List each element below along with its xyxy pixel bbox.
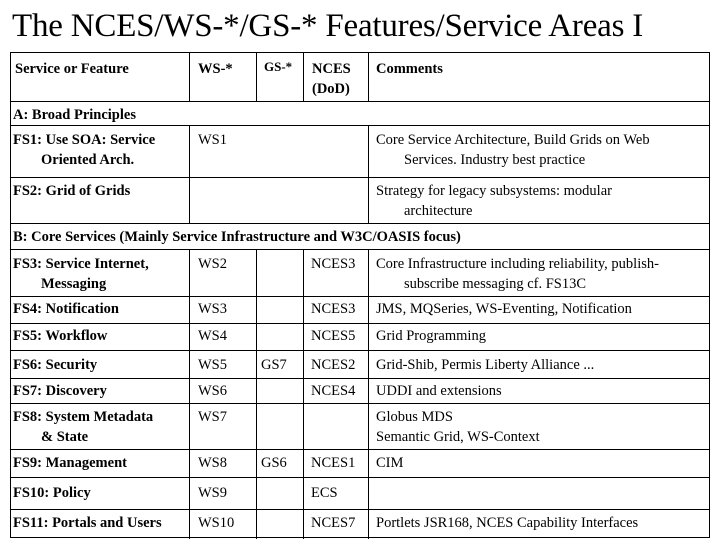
header-nces-dod: (DoD): [312, 81, 350, 97]
rule: [11, 101, 709, 102]
rule: [256, 249, 257, 539]
ws-cell: WS6: [198, 383, 227, 399]
rule: [189, 249, 190, 539]
rule: [11, 509, 709, 510]
ws-cell: WS9: [198, 485, 227, 501]
ws-cell: WS10: [198, 515, 235, 531]
feature-cell: FS7: Discovery: [13, 383, 107, 399]
comment-cell: Grid-Shib, Permis Liberty Alliance ...: [376, 357, 595, 373]
comment-cell: Grid Programming: [376, 328, 486, 344]
comment-cell: Services. Industry best practice: [404, 152, 586, 168]
comment-cell: Semantic Grid, WS-Context: [376, 429, 540, 445]
comment-cell: UDDI and extensions: [376, 383, 502, 399]
comment-cell: Portlets JSR168, NCES Capability Interfaces: [376, 515, 639, 531]
nces-cell: NCES1: [311, 455, 356, 471]
gs-cell: GS6: [261, 455, 287, 471]
ws-cell: WS8: [198, 455, 227, 471]
rule: [303, 53, 304, 101]
rule: [11, 449, 709, 450]
ws-cell: WS4: [198, 328, 227, 344]
header-ws: WS-*: [198, 61, 233, 77]
header-comments: Comments: [376, 61, 443, 77]
features-table: [10, 52, 710, 538]
ws-cell: WS7: [198, 409, 227, 425]
rule: [189, 125, 190, 223]
rule: [368, 53, 369, 101]
comment-cell: Core Service Architecture, Build Grids on Web: [376, 132, 650, 148]
feature-cell: FS4: Notification: [13, 301, 119, 317]
feature-cell: FS5: Workflow: [13, 328, 108, 344]
section-heading: A: Broad Principles: [13, 107, 136, 123]
feature-cell: Messaging: [41, 276, 107, 292]
comment-cell: subscribe messaging cf. FS13C: [404, 276, 587, 292]
rule: [368, 125, 369, 223]
nces-cell: ECS: [311, 485, 338, 501]
rule: [11, 223, 709, 224]
nces-cell: NCES3: [311, 256, 356, 272]
rule: [11, 125, 709, 126]
rule: [11, 323, 709, 324]
comment-cell: CIM: [376, 455, 404, 471]
rule: [11, 477, 709, 478]
nces-cell: NCES3: [311, 301, 356, 317]
header-nces: NCES: [312, 61, 351, 77]
rule: [11, 350, 709, 351]
feature-cell: FS10: Policy: [13, 485, 91, 501]
comment-cell: architecture: [404, 203, 473, 219]
ws-cell: WS3: [198, 301, 227, 317]
header-gs: GS-*: [264, 59, 293, 74]
page-title: The NCES/WS-*/GS-* Features/Service Areas I: [12, 8, 644, 44]
feature-cell: FS9: Management: [13, 455, 127, 471]
nces-cell: NCES5: [311, 328, 356, 344]
feature-cell: FS8: System Metadata: [13, 409, 154, 425]
nces-cell: NCES4: [311, 383, 356, 399]
comment-cell: Core Infrastructure including reliability, publish-: [376, 256, 659, 272]
rule: [11, 403, 709, 404]
gs-cell: GS7: [261, 357, 287, 373]
rule: [303, 249, 304, 539]
feature-cell: FS1: Use SOA: Service: [13, 132, 156, 148]
comment-cell: Strategy for legacy subsystems: modular: [376, 183, 612, 199]
rule: [11, 378, 709, 379]
nces-cell: NCES2: [311, 357, 356, 373]
feature-cell: Oriented Arch.: [41, 152, 135, 168]
rule: [189, 53, 190, 101]
header-feature: Service or Feature: [15, 61, 129, 77]
feature-cell: FS11: Portals and Users: [13, 515, 162, 531]
feature-cell: & State: [41, 429, 89, 445]
nces-cell: NCES7: [311, 515, 356, 531]
feature-cell: FS2: Grid of Grids: [13, 183, 131, 199]
rule: [256, 53, 257, 101]
rule: [11, 249, 709, 250]
section-heading: B: Core Services (Mainly Service Infrastructure and W3C/OASIS focus): [13, 229, 461, 245]
comment-cell: JMS, MQSeries, WS-Eventing, Notification: [376, 301, 632, 317]
rule: [11, 296, 709, 297]
ws-cell: WS1: [198, 132, 227, 148]
ws-cell: WS5: [198, 357, 227, 373]
feature-cell: FS3: Service Internet,: [13, 256, 149, 272]
rule: [11, 177, 709, 178]
rule: [368, 249, 369, 539]
ws-cell: WS2: [198, 256, 227, 272]
comment-cell: Globus MDS: [376, 409, 453, 425]
feature-cell: FS6: Security: [13, 357, 98, 373]
